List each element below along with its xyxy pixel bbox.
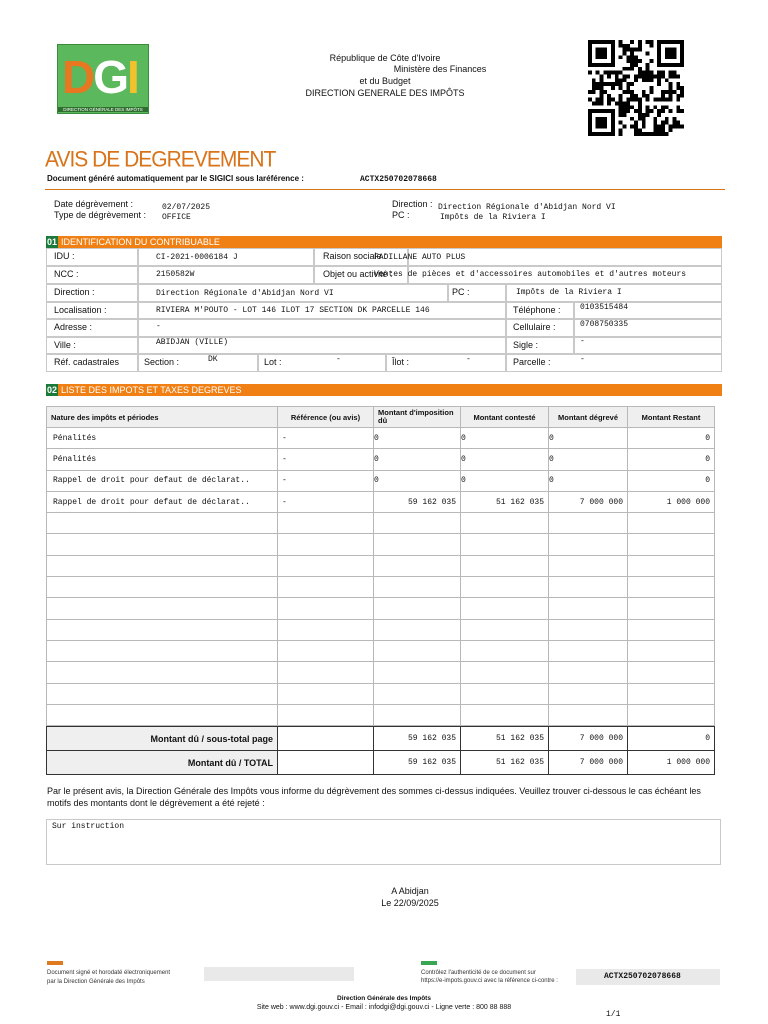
- subtotal-row: [47, 727, 715, 751]
- lot-value: -: [336, 355, 341, 364]
- notice-text: Par le présent avis, la Direction Générale des Impôts vous informe du dégrèvement des sommes ci-dessus indiquées. Veuillez trouver ci-dessous le cas échéant les motifs des montants dont le dégrèvement a été rejeté :: [47, 786, 701, 808]
- empty-cell: [278, 662, 374, 683]
- adresse-label: Adresse :: [54, 322, 93, 332]
- footer-verify-line2: https://e-impots.gouv.ci avec la référence ci-contre :: [421, 978, 558, 984]
- ville-value: ABIDJAN (VILLE): [156, 338, 229, 347]
- cellulaire-label: Cellulaire :: [513, 322, 556, 332]
- footer-signed-line2: par la Direction Générale des Impôts: [47, 979, 145, 985]
- empty-cell: [47, 577, 278, 598]
- section-value: DK: [208, 355, 218, 364]
- raison-label: Raison sociale :: [323, 251, 387, 261]
- empty-cell: [47, 619, 278, 640]
- col-reference: Référence (ou avis): [278, 407, 374, 428]
- col-nature: Nature des impôts et périodes: [47, 407, 278, 428]
- total-restant: 1 000 000: [628, 751, 715, 775]
- table-row: [47, 449, 715, 470]
- cell-degreve: 7 000 000: [549, 491, 628, 512]
- empty-cell: [628, 555, 715, 576]
- ilot-value: -: [466, 355, 471, 364]
- idu-value: CI-2021-0006184 J: [156, 253, 238, 262]
- empty-cell: [628, 619, 715, 640]
- dgi-logo: [57, 44, 149, 114]
- objet-value: Ventes de pièces et d'accessoires automobiles et d'autres moteurs: [374, 270, 687, 279]
- empty-cell: [278, 598, 374, 619]
- cell-conteste: 0: [461, 449, 549, 470]
- cell-degreve: 0: [549, 428, 628, 449]
- empty-table-row: [47, 662, 715, 683]
- cell-reference: -: [278, 470, 374, 491]
- meta-pc-label: PC :: [392, 210, 410, 220]
- empty-cell: [278, 683, 374, 704]
- direction-label: Direction :: [54, 287, 95, 297]
- cell-degreve: 0: [549, 449, 628, 470]
- cadastre-label: Réf. cadastrales: [54, 357, 120, 367]
- empty-table-row: [47, 513, 715, 534]
- cell-nature: Rappel de droit pour defaut de déclarat..: [47, 491, 278, 512]
- footer-reference: ACTX250702078668: [576, 969, 720, 985]
- date-label: Date dégrèvement :: [54, 199, 134, 209]
- empty-cell: [374, 534, 461, 555]
- type-value: OFFICE: [162, 213, 191, 222]
- section-number: 02: [46, 385, 57, 395]
- cellulaire-value: 0708750335: [580, 320, 629, 329]
- total-imposition: 59 162 035: [374, 751, 461, 775]
- total-label: Montant dû / TOTAL: [47, 751, 278, 775]
- empty-cell: [47, 640, 278, 661]
- cell-degreve: 0: [549, 470, 628, 491]
- empty-cell: [461, 534, 549, 555]
- empty-cell: [461, 513, 549, 534]
- title-divider: [45, 189, 725, 190]
- empty-cell: [374, 555, 461, 576]
- col-montant-restant: Montant Restant: [628, 407, 715, 428]
- col-montant-imposition: Montant d'imposition dû: [374, 407, 461, 428]
- ncc-value: 2150582W: [156, 270, 195, 279]
- parcelle-label: Parcelle :: [513, 357, 551, 367]
- meta-pc-value: Impôts de la Riviera I: [440, 213, 546, 222]
- header-ministry: Ministère des Finances: [393, 64, 487, 74]
- empty-cell: [278, 534, 374, 555]
- meta-direction-label: Direction :: [392, 199, 433, 209]
- empty-cell: [461, 683, 549, 704]
- table-row: [47, 428, 715, 449]
- empty-cell: [374, 513, 461, 534]
- empty-cell: [47, 513, 278, 534]
- footer-green-mark: [421, 961, 437, 965]
- cell-nature: Rappel de droit pour defaut de déclarat..: [47, 470, 278, 491]
- total-conteste: 51 162 035: [461, 751, 549, 775]
- cell-imposition: 0: [374, 428, 461, 449]
- empty-cell: [461, 640, 549, 661]
- subtotal-restant: 0: [628, 727, 715, 751]
- empty-cell: [461, 619, 549, 640]
- sigle-value: -: [580, 337, 585, 346]
- empty-table-row: [47, 534, 715, 555]
- empty-cell: [549, 619, 628, 640]
- empty-cell: [628, 640, 715, 661]
- empty-cell: [374, 619, 461, 640]
- footer-orange-mark: [47, 961, 63, 965]
- empty-cell: [47, 662, 278, 683]
- totals-table: [46, 726, 715, 775]
- empty-cell: [549, 555, 628, 576]
- empty-cell: [628, 704, 715, 725]
- ilot-label: Îlot :: [392, 357, 410, 367]
- empty-table-row: [47, 704, 715, 725]
- section-impots-header: [46, 384, 722, 396]
- empty-cell: [47, 683, 278, 704]
- empty-cell: [549, 577, 628, 598]
- identification-grid: [46, 248, 722, 372]
- header-dgi: DIRECTION GENERALE DES IMPÔTS: [305, 88, 465, 98]
- cell-nature: Pénalités: [47, 428, 278, 449]
- logo-letters: DGI: [62, 51, 138, 103]
- empty-cell: [374, 577, 461, 598]
- raison-value: FADILLANE AUTO PLUS: [374, 253, 466, 262]
- empty-cell: [374, 683, 461, 704]
- ville-label: Ville :: [54, 340, 76, 350]
- subtotal-degreve: 7 000 000: [549, 727, 628, 751]
- document-reference: ACTX250702078668: [360, 175, 437, 184]
- document-title: AVIS DE DEGREVEMENT: [45, 147, 276, 172]
- empty-cell: [461, 598, 549, 619]
- empty-cell: [461, 704, 549, 725]
- section-number: 01: [46, 237, 57, 247]
- empty-cell: [278, 513, 374, 534]
- section-title: IDENTIFICATION DU CONTRIBUABLE: [61, 237, 220, 247]
- empty-cell: [374, 640, 461, 661]
- subtotal-empty: [278, 727, 374, 751]
- page-number: 1/1: [606, 1010, 621, 1019]
- empty-cell: [549, 683, 628, 704]
- localisation-label: Localisation :: [54, 305, 107, 315]
- cell-conteste: 51 162 035: [461, 491, 549, 512]
- empty-cell: [549, 598, 628, 619]
- empty-cell: [278, 640, 374, 661]
- total-row: [47, 751, 715, 775]
- empty-cell: [628, 534, 715, 555]
- header-republic: République de Côte d'Ivoire: [329, 53, 441, 63]
- empty-cell: [549, 704, 628, 725]
- cell-imposition: 0: [374, 449, 461, 470]
- table-row: [47, 491, 715, 512]
- cell-reference: -: [278, 491, 374, 512]
- cell-imposition: 59 162 035: [374, 491, 461, 512]
- total-degreve: 7 000 000: [549, 751, 628, 775]
- empty-cell: [628, 598, 715, 619]
- cell-nature: Pénalités: [47, 449, 278, 470]
- table-row: [47, 470, 715, 491]
- subtotal-label: Montant dû / sous-total page: [47, 727, 278, 751]
- empty-cell: [374, 598, 461, 619]
- ncc-label: NCC :: [54, 269, 79, 279]
- taxes-table: [46, 406, 715, 726]
- cell-conteste: 0: [461, 428, 549, 449]
- telephone-value: 0103515484: [580, 303, 629, 312]
- footer-verify-line1: Contrôlez l'authenticité de ce document sur: [421, 970, 536, 976]
- empty-cell: [549, 640, 628, 661]
- document-subtitle: Document généré automatiquement par le SIGICI sous laréférence :: [47, 174, 304, 183]
- section-label: Section :: [144, 357, 180, 367]
- empty-table-row: [47, 640, 715, 661]
- empty-cell: [278, 704, 374, 725]
- objet-label: Objet ou activité :: [323, 269, 393, 279]
- empty-cell: [628, 513, 715, 534]
- empty-table-row: [47, 683, 715, 704]
- empty-cell: [549, 513, 628, 534]
- cell-restant: 1 000 000: [628, 491, 715, 512]
- signature-date: Le 22/09/2025: [381, 898, 439, 908]
- header-budget: et du Budget: [359, 76, 411, 86]
- cell-imposition: 0: [374, 470, 461, 491]
- qr-code: [586, 40, 686, 136]
- empty-cell: [628, 662, 715, 683]
- empty-cell: [549, 662, 628, 683]
- empty-cell: [628, 577, 715, 598]
- motif-box: Sur instruction: [46, 819, 721, 865]
- table-header-row: [47, 407, 715, 428]
- empty-cell: [278, 555, 374, 576]
- pc-value: Impôts de la Riviera I: [516, 288, 622, 297]
- localisation-value: RIVIERA M'POUTO - LOT 146 ILOT 17 SECTION DK PARCELLE 146: [156, 306, 430, 315]
- empty-cell: [278, 577, 374, 598]
- parcelle-value: -: [580, 355, 585, 364]
- empty-cell: [374, 704, 461, 725]
- section-title: LISTE DES IMPOTS ET TAXES DEGREVES: [61, 385, 242, 395]
- empty-cell: [628, 683, 715, 704]
- signature-stamp-box: [204, 967, 354, 981]
- subtotal-conteste: 51 162 035: [461, 727, 549, 751]
- cell-restant: 0: [628, 470, 715, 491]
- empty-table-row: [47, 619, 715, 640]
- empty-cell: [461, 662, 549, 683]
- empty-cell: [47, 555, 278, 576]
- empty-table-row: [47, 555, 715, 576]
- empty-cell: [278, 619, 374, 640]
- date-value: 02/07/2025: [162, 203, 211, 212]
- idu-label: IDU :: [54, 251, 75, 261]
- footer-contact: Site web : www.dgi.gouv.ci - Email : infodgi@dgi.gouv.ci - Ligne verte : 800 88 888: [256, 1004, 512, 1011]
- telephone-label: Téléphone :: [513, 305, 561, 315]
- empty-cell: [47, 534, 278, 555]
- cell-restant: 0: [628, 428, 715, 449]
- cell-reference: -: [278, 428, 374, 449]
- signature-place: A Abidjan: [391, 886, 429, 896]
- section-identification-header: [46, 236, 722, 248]
- footer-signed-line1: Document signé et horodaté électroniquement: [47, 970, 171, 976]
- footer-org: Direction Générale des Impôts: [337, 995, 431, 1002]
- empty-cell: [47, 704, 278, 725]
- lot-label: Lot :: [264, 357, 282, 367]
- col-montant-conteste: Montant contesté: [461, 407, 549, 428]
- empty-cell: [47, 598, 278, 619]
- cell-reference: -: [278, 449, 374, 470]
- direction-value: Direction Régionale d'Abidjan Nord VI: [156, 289, 334, 298]
- subtotal-imposition: 59 162 035: [374, 727, 461, 751]
- logo-caption: DIRECTION GÉNÉRALE DES IMPÔTS: [58, 107, 148, 112]
- type-label: Type de dégrèvement :: [54, 210, 147, 220]
- adresse-value: -: [156, 322, 161, 331]
- sigle-label: Sigle :: [513, 340, 539, 350]
- empty-cell: [461, 577, 549, 598]
- meta-direction-value: Direction Régionale d'Abidjan Nord VI: [438, 203, 616, 212]
- empty-cell: [461, 555, 549, 576]
- empty-table-row: [47, 577, 715, 598]
- total-empty: [278, 751, 374, 775]
- pc-label: PC :: [452, 287, 470, 297]
- cell-conteste: 0: [461, 470, 549, 491]
- empty-cell: [374, 662, 461, 683]
- cell-restant: 0: [628, 449, 715, 470]
- empty-table-row: [47, 598, 715, 619]
- empty-cell: [549, 534, 628, 555]
- col-montant-degreve: Montant dégrevé: [549, 407, 628, 428]
